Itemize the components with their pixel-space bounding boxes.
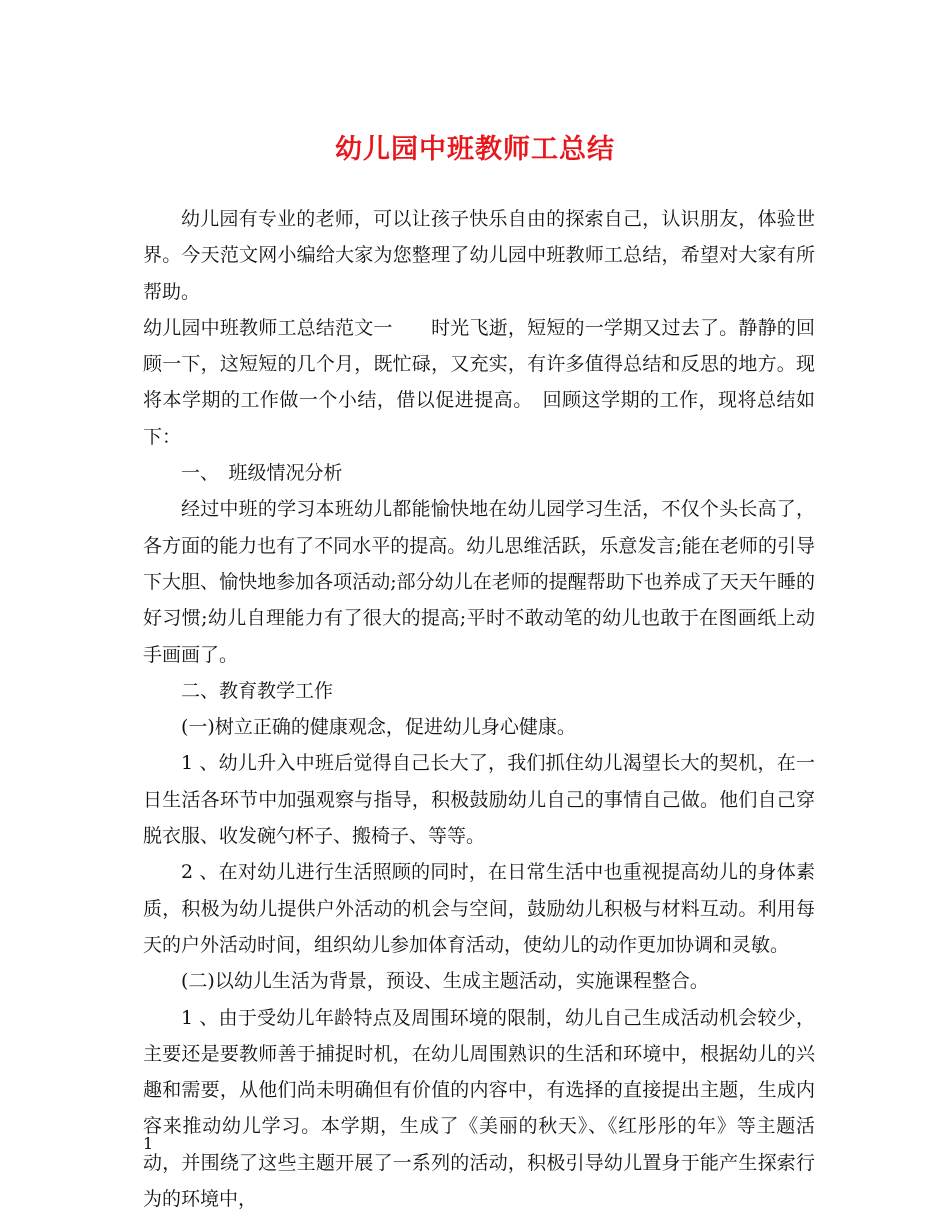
paragraph-health-point-1: 1 、幼儿升入中班后觉得自己长大了，我们抓住幼儿渴望长大的契机，在一日生活各环节中加强观察与指导，积极鼓励幼儿自己的事情自己做。他们自己穿脱衣服、收发碗勺杯子、搬椅子、等等。 <box>143 752 815 848</box>
paragraph-health-point-2: 2 、在对幼儿进行生活照顾的同时，在日常生活中也重视提高幼儿的身体素质，积极为幼儿提供户外活动的机会与空间，鼓励幼儿积极与材料互动。利用每天的户外活动时间，组织幼儿参加体育活动，使幼儿的动作更加协调和灵敏。 <box>143 861 815 956</box>
paragraph-sample-one: 幼儿园中班教师工总结范文一 时光飞逝，短短的一学期又过去了。静静的回顾一下，这短短的几个月，既忙碌，又充实，有许多值得总结和反思的地方。现将本学期的工作做一个小结，借以促进提高。 回顾这学期的工作，现将总结如下： <box>143 316 815 448</box>
section-heading-education: 二、教育教学工作 <box>181 679 334 702</box>
subheading-curriculum: (二)以幼儿生活为背景，预设、生成主题活动，实施课程整合。 <box>181 970 709 993</box>
page-number: 1 <box>143 1134 154 1153</box>
paragraph-intro: 幼儿园有专业的老师，可以让孩子快乐自由的探索自己，认识朋友，体验世界。今天范文网小编给大家为您整理了幼儿园中班教师工总结，希望对大家有所帮助。 <box>143 208 815 303</box>
document-body <box>143 201 815 1217</box>
subheading-health: (一)树立正确的健康观念，促进幼儿身心健康。 <box>181 716 576 739</box>
paragraph-class-analysis: 经过中班的学习本班幼儿都能愉快地在幼儿园学习生活，不仅个头长高了，各方面的能力也有了不同水平的提高。幼儿思维活跃，乐意发言;能在老师的引导下大胆、愉快地参加各项活动;部分幼儿在老师的提醒帮助下也养成了天天午睡的好习惯;幼儿自理能力有了很大的提高;平时不敢动笔的幼儿也敢于在图画纸上动手画画了。 <box>143 498 815 666</box>
paragraph-curriculum-point-1: 1 、由于受幼儿年龄特点及周围环境的限制，幼儿自己生成活动机会较少，主要还是要教师善于捕捉时机，在幼儿周围熟识的生活和环境中，根据幼儿的兴趣和需要，从他们尚未明确但有价值的内容中，有选择的直接提出主题，生成内容来推动幼儿学习。本学期，生成了《美丽的秋天》、《红彤彤的年》等主题活动，并围绕了这些主题开展了一系列的活动，积极引导幼儿置身于能产生探索行为的环境中， <box>143 1006 815 1211</box>
section-heading-class-analysis: 一、 班级情况分析 <box>181 462 343 485</box>
document-title: 幼儿园中班教师工总结 <box>335 134 615 165</box>
